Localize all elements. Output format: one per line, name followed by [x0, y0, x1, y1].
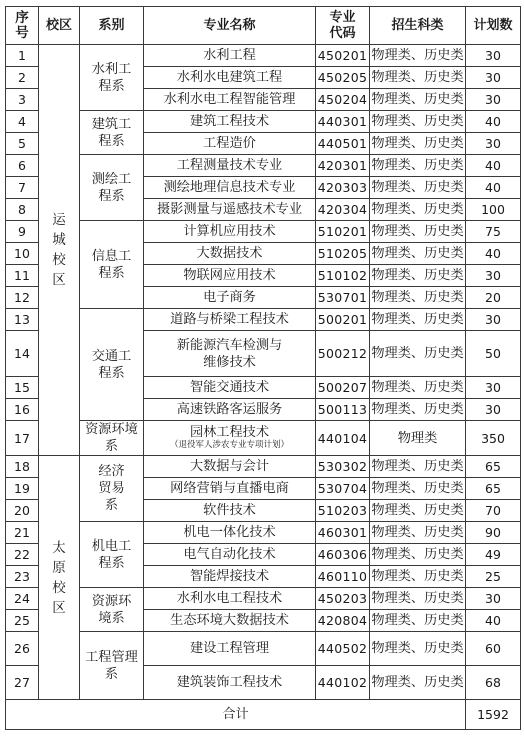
cell-subject: 物理类、历史类	[370, 666, 466, 700]
cell-subject: 物理类、历史类	[370, 331, 466, 377]
cell-no: 2	[6, 67, 39, 89]
cell-plan: 75	[466, 221, 521, 243]
cell-plan: 20	[466, 287, 521, 309]
cell-major: 电气自动化技术	[144, 544, 316, 566]
table-row	[6, 45, 521, 67]
dept-cell: 资源环境系	[80, 588, 144, 632]
cell-no: 19	[6, 478, 39, 500]
cell-code: 460306	[316, 544, 370, 566]
table-row	[6, 456, 521, 478]
cell-no: 27	[6, 666, 39, 700]
cell-subject: 物理类、历史类	[370, 67, 466, 89]
cell-code: 420304	[316, 199, 370, 221]
cell-no: 9	[6, 221, 39, 243]
cell-plan: 30	[466, 588, 521, 610]
cell-subject: 物理类、历史类	[370, 155, 466, 177]
cell-no: 14	[6, 331, 39, 377]
cell-no: 26	[6, 632, 39, 666]
cell-code: 500201	[316, 309, 370, 331]
cell-major: 计算机应用技术	[144, 221, 316, 243]
cell-code: 440104	[316, 421, 370, 456]
cell-no: 22	[6, 544, 39, 566]
cell-subject: 物理类、历史类	[370, 45, 466, 67]
cell-no: 6	[6, 155, 39, 177]
cell-subject: 物理类、历史类	[370, 309, 466, 331]
cell-no: 4	[6, 111, 39, 133]
table-row	[6, 155, 521, 177]
cell-code: 510201	[316, 221, 370, 243]
cell-subject: 物理类、历史类	[370, 456, 466, 478]
cell-plan: 40	[466, 155, 521, 177]
cell-major: 智能交通技术	[144, 377, 316, 399]
dept-cell: 建筑工程系	[80, 111, 144, 155]
dept-cell: 测绘工程系	[80, 155, 144, 221]
cell-no: 17	[6, 421, 39, 456]
cell-plan: 350	[466, 421, 521, 456]
cell-plan: 40	[466, 610, 521, 632]
cell-major: 软件技术	[144, 500, 316, 522]
cell-subject: 物理类、历史类	[370, 177, 466, 199]
cell-subject: 物理类、历史类	[370, 588, 466, 610]
table-row	[6, 421, 521, 456]
dept-cell: 工程管理系	[80, 632, 144, 700]
dept-cell: 经济贸易系	[80, 456, 144, 522]
cell-no: 13	[6, 309, 39, 331]
cell-no: 20	[6, 500, 39, 522]
cell-subject: 物理类、历史类	[370, 610, 466, 632]
cell-plan: 30	[466, 377, 521, 399]
cell-subject: 物理类、历史类	[370, 478, 466, 500]
cell-subject: 物理类、历史类	[370, 199, 466, 221]
cell-code: 460110	[316, 566, 370, 588]
cell-subject: 物理类、历史类	[370, 221, 466, 243]
cell-code: 420303	[316, 177, 370, 199]
cell-major: 水利水电建筑工程	[144, 67, 316, 89]
cell-plan: 60	[466, 632, 521, 666]
cell-code: 420301	[316, 155, 370, 177]
header-dept: 系别	[80, 7, 144, 45]
cell-subject: 物理类、历史类	[370, 287, 466, 309]
cell-major: 水利水电工程智能管理	[144, 89, 316, 111]
cell-plan: 30	[466, 133, 521, 155]
cell-subject: 物理类、历史类	[370, 265, 466, 287]
cell-no: 21	[6, 522, 39, 544]
cell-major: 测绘地理信息技术专业	[144, 177, 316, 199]
cell-plan: 30	[466, 67, 521, 89]
cell-code: 450203	[316, 588, 370, 610]
cell-code: 510205	[316, 243, 370, 265]
cell-major: 新能源汽车检测与维修技术	[144, 331, 316, 377]
header-no: 序号	[6, 7, 39, 45]
cell-major: 工程测量技术专业	[144, 155, 316, 177]
cell-no: 25	[6, 610, 39, 632]
dept-cell: 信息工程系	[80, 221, 144, 309]
cell-code: 530701	[316, 287, 370, 309]
table-row	[6, 221, 521, 243]
header-campus: 校区	[39, 7, 80, 45]
cell-major: 水利工程	[144, 45, 316, 67]
special-plan-note: （退役军人涉农专业专项计划）	[169, 439, 289, 450]
cell-major: 水利水电工程技术	[144, 588, 316, 610]
enrollment-plan-table	[5, 6, 521, 730]
campus-cell-taiyuan: 太原校区	[39, 456, 80, 700]
cell-plan: 30	[466, 45, 521, 67]
cell-code: 510203	[316, 500, 370, 522]
cell-code: 530302	[316, 456, 370, 478]
table-row	[6, 522, 521, 544]
cell-major: 生态环境大数据技术	[144, 610, 316, 632]
dept-cell: 交通工程系	[80, 309, 144, 421]
cell-no: 3	[6, 89, 39, 111]
cell-plan: 30	[466, 399, 521, 421]
cell-no: 23	[6, 566, 39, 588]
cell-code: 450205	[316, 67, 370, 89]
cell-major: 大数据与会计	[144, 456, 316, 478]
cell-no: 16	[6, 399, 39, 421]
cell-plan: 30	[466, 309, 521, 331]
cell-major: 网络营销与直播电商	[144, 478, 316, 500]
cell-major: 摄影测量与遥感技术专业	[144, 199, 316, 221]
cell-plan: 68	[466, 666, 521, 700]
dept-cell: 机电工程系	[80, 522, 144, 588]
cell-code: 440102	[316, 666, 370, 700]
cell-no: 24	[6, 588, 39, 610]
cell-major: 建筑装饰工程技术	[144, 666, 316, 700]
cell-no: 8	[6, 199, 39, 221]
cell-code: 460301	[316, 522, 370, 544]
cell-subject: 物理类、历史类	[370, 243, 466, 265]
table-row	[6, 632, 521, 666]
cell-code: 500113	[316, 399, 370, 421]
cell-plan: 90	[466, 522, 521, 544]
total-row	[6, 700, 521, 730]
cell-plan: 65	[466, 456, 521, 478]
header-major: 专业名称	[144, 7, 316, 45]
cell-subject: 物理类、历史类	[370, 566, 466, 588]
table-row	[6, 588, 521, 610]
cell-plan: 100	[466, 199, 521, 221]
cell-major: 机电一体化技术	[144, 522, 316, 544]
cell-subject: 物理类、历史类	[370, 399, 466, 421]
header-subject: 招生科类	[370, 7, 466, 45]
cell-no: 15	[6, 377, 39, 399]
cell-subject: 物理类、历史类	[370, 133, 466, 155]
cell-major: 建设工程管理	[144, 632, 316, 666]
cell-no: 10	[6, 243, 39, 265]
cell-subject: 物理类、历史类	[370, 111, 466, 133]
cell-plan: 65	[466, 478, 521, 500]
cell-code: 450201	[316, 45, 370, 67]
cell-code: 440501	[316, 133, 370, 155]
cell-plan: 30	[466, 265, 521, 287]
campus-cell-yuncheng: 运城校区	[39, 45, 80, 456]
cell-code: 440301	[316, 111, 370, 133]
cell-code: 420804	[316, 610, 370, 632]
cell-code: 440502	[316, 632, 370, 666]
cell-plan: 25	[466, 566, 521, 588]
cell-plan: 50	[466, 331, 521, 377]
dept-cell: 资源环境系	[80, 421, 144, 456]
cell-subject: 物理类	[370, 421, 466, 456]
cell-code: 510102	[316, 265, 370, 287]
cell-plan: 40	[466, 111, 521, 133]
total-value: 1592	[466, 700, 521, 730]
cell-no: 5	[6, 133, 39, 155]
header-row	[6, 7, 521, 45]
cell-subject: 物理类、历史类	[370, 377, 466, 399]
cell-major: 智能焊接技术	[144, 566, 316, 588]
cell-plan: 70	[466, 500, 521, 522]
header-plan: 计划数	[466, 7, 521, 45]
cell-no: 7	[6, 177, 39, 199]
cell-subject: 物理类、历史类	[370, 500, 466, 522]
table-row	[6, 309, 521, 331]
cell-major: 园林工程技术 （退役军人涉农专业专项计划）	[144, 421, 316, 456]
cell-subject: 物理类、历史类	[370, 522, 466, 544]
cell-subject: 物理类、历史类	[370, 89, 466, 111]
dept-cell: 水利工程系	[80, 45, 144, 111]
cell-no: 1	[6, 45, 39, 67]
cell-code: 500207	[316, 377, 370, 399]
cell-plan: 40	[466, 177, 521, 199]
cell-major: 工程造价	[144, 133, 316, 155]
cell-plan: 49	[466, 544, 521, 566]
cell-major: 高速铁路客运服务	[144, 399, 316, 421]
cell-major: 道路与桥梁工程技术	[144, 309, 316, 331]
cell-code: 500212	[316, 331, 370, 377]
cell-no: 11	[6, 265, 39, 287]
cell-subject: 物理类、历史类	[370, 632, 466, 666]
cell-plan: 30	[466, 89, 521, 111]
header-code: 专业代码	[316, 7, 370, 45]
table-row	[6, 111, 521, 133]
cell-major: 物联网应用技术	[144, 265, 316, 287]
cell-no: 18	[6, 456, 39, 478]
cell-plan: 40	[466, 243, 521, 265]
cell-major: 大数据技术	[144, 243, 316, 265]
cell-code: 530704	[316, 478, 370, 500]
cell-no: 12	[6, 287, 39, 309]
cell-code: 450204	[316, 89, 370, 111]
cell-major: 电子商务	[144, 287, 316, 309]
total-label: 合计	[6, 700, 466, 730]
cell-subject: 物理类、历史类	[370, 544, 466, 566]
cell-major: 建筑工程技术	[144, 111, 316, 133]
